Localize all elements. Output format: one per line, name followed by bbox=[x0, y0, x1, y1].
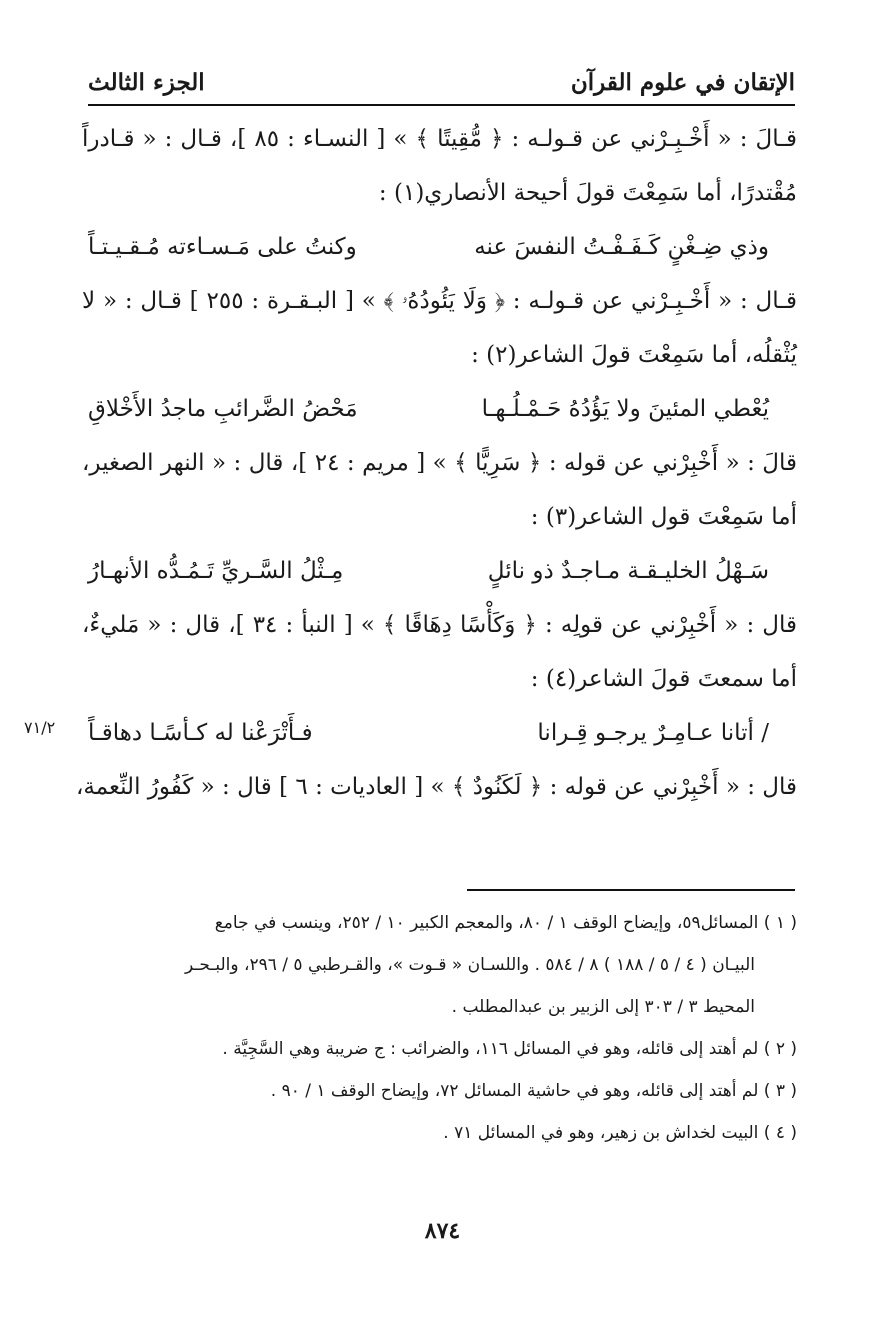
text-line: أما سَمِعْتَ قول الشاعر(٣) : bbox=[530, 504, 797, 530]
footnote-line: ( ٤ ) البيت لخداش بن زهير، وهو في المسائل ٧١ . bbox=[443, 1123, 797, 1143]
footnote-line: البيـان ( ٤ / ٥ / ١٨٨ ) ٨ / ٥٨٤ . واللسـان « قـوت »، والقـرطبي ٥ / ٢٩٦، والبـحـر bbox=[185, 955, 755, 975]
verse-second-hemistich: مَحْضُ الضَّرائبِ ماجدُ الأَخْلاقِ bbox=[88, 396, 358, 422]
verse-second-hemistich: وكنتُ على مَـسـاءته مُـقـيـتـاً bbox=[88, 234, 357, 260]
text-line: قالَ : « أَخْبِرْني عن قوله : ﴿ سَرِيًّا ﴾ » [ مريم : ٢٤ ]، قال : « النهر الصغير، bbox=[82, 450, 798, 476]
footnote-line: المحيط ٣ / ٣٠٣ إلى الزبير بن عبدالمطلب . bbox=[451, 997, 755, 1017]
text-line: قـال : « أَخْـبِـرْني عن قـولـه : ﴿ وَلَا يَئُودُهُۥ ﴾ » [ البـقـرة : ٢٥٥ ] قـال : « لا bbox=[82, 288, 797, 314]
footnotes bbox=[82, 902, 797, 1154]
main-text bbox=[75, 112, 798, 814]
page-header bbox=[88, 58, 795, 106]
text-line: قـالَ : « أَخْـبِـرْني عن قـولـه : ﴿ مُّقِيتًا ﴾ » [ النسـاء : ٨٥ ]، قـال : « قـادراً bbox=[82, 126, 797, 152]
verse-line bbox=[82, 544, 797, 598]
text-line: مُقْتدرًا، أما سَمِعْتَ قولَ أحيحة الأنصاري(١) : bbox=[378, 180, 797, 206]
verse-line bbox=[82, 382, 797, 436]
volume-label: الجزء الثالث bbox=[88, 69, 205, 96]
footnote-line: ( ١ ) المسائل٥٩، وإيضاح الوقف ١ / ٨٠، والمعجم الكبير ١٠ / ٢٥٢، وينسب في جامع bbox=[214, 913, 797, 933]
footnote-line: ( ٣ ) لم أهتد إلى قائله، وهو في حاشية المسائل ٧٢، وإيضاح الوقف ١ / ٩٠ . bbox=[270, 1081, 797, 1101]
text-line: قال : « أَخْبِرْني عن قوله : ﴿ لَكَنُودٌ ﴾ » [ العاديات : ٦ ] قال : « كَفُورُ النِّعمة، bbox=[75, 774, 797, 800]
verse-line bbox=[82, 706, 797, 760]
verse-first-hemistich: وذي ضِـغْنٍ كَـفَـفْـتُ النفسَ عنه bbox=[474, 234, 769, 260]
page-number: ٨٧٤ bbox=[424, 1218, 461, 1244]
verse-second-hemistich: مِـثْلُ السَّـريِّ تَـمُـدُّه الأنهـارُ bbox=[88, 558, 344, 584]
verse-second-hemistich: فـأَتْرَعْنا له كـأسًـا دهاقـاً bbox=[88, 720, 313, 746]
verse-first-hemistich: سَـهْلُ الخليـقـة مـاجـدٌ ذو نائلٍ bbox=[487, 558, 769, 584]
margin-reference: ٧١/٢ bbox=[24, 718, 56, 737]
verse-line bbox=[82, 220, 797, 274]
verse-first-hemistich: يُعْطي المئينَ ولا يَؤُدُهُ حَـمْـلُـهـا bbox=[481, 396, 769, 422]
text-line: أما سمعتَ قولَ الشاعر(٤) : bbox=[530, 666, 797, 692]
text-line: قال : « أَخْبِرْني عن قولِه : ﴿ وَكَأْسًا دِهَاقًا ﴾ » [ النبأ : ٣٤ ]، قال : « مَليءٌ، bbox=[82, 612, 797, 638]
footnote-line: ( ٢ ) لم أهتد إلى قائله، وهو في المسائل ١١٦، والضرائب : ج ضريبة وهي السَّجِيَّة . bbox=[222, 1039, 797, 1059]
verse-first-hemistich: / أتانا عـامِـرٌ يرجـو قِـرانا bbox=[537, 720, 769, 746]
text-line: يُثْقلُه، أما سَمِعْتَ قولَ الشاعر(٢) : bbox=[471, 342, 797, 368]
footnote-separator bbox=[467, 889, 795, 891]
book-title: الإتقان في علوم القرآن bbox=[570, 69, 795, 96]
